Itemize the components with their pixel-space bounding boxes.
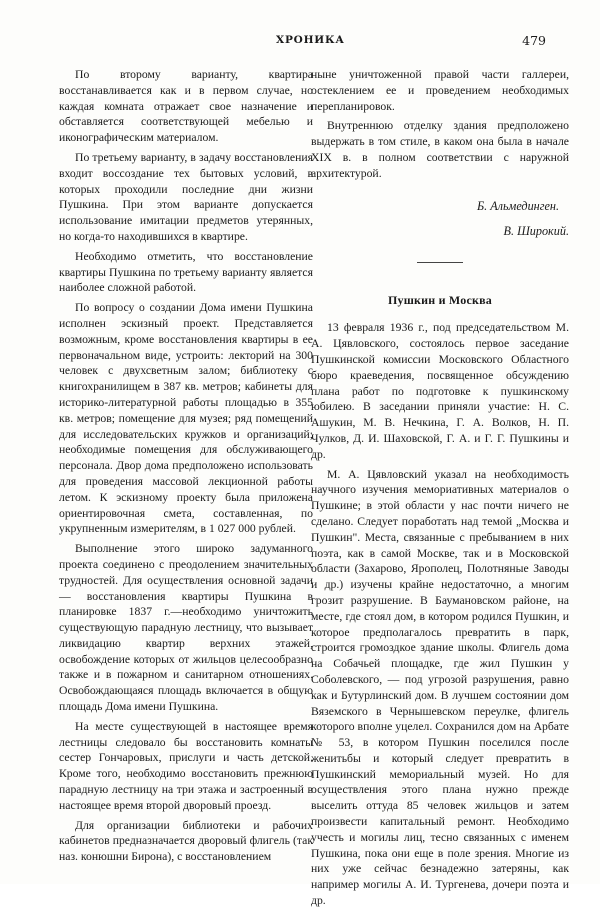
paragraph: Необходимо отметить, что восстановление квартиры Пушкина по третьему варианту является наиболее сложной работой. [59, 249, 313, 295]
paragraph: На месте существующей в настоящее время лестницы следовало бы восстановить комнаты сестер Гончаровых, прислуги и часть детской. Кроме того, необходимо восстановить прежнюю парадную лестницу на три этажа и застроенный в настоящее время второй дворовый проезд. [59, 719, 313, 812]
paragraph: По второму варианту, квартира восстанавливается как и в первом случае, но каждая комната отражает свое назначение и обставляется соответствующей мебелью и иконографическим материалом. [59, 68, 313, 145]
paragraph: Выполнение этого широко задуманного проекта соединено с преодолением значительных трудностей. Для осуществления основной задачи — восстановления квартиры Пушкина в планировке 1837 г.—необходимо уничтожить существующую парадную лестницу, что вызывает ликвидацию квартир верхних этажей, освобождение которых от жильцов целесообразно также и в пожарном и санитарном отношениях. Освобождающаяся площадь включается в общую площадь Дома имени Пушкина. [59, 542, 313, 714]
section-divider [417, 262, 463, 263]
paragraph: 13 февраля 1936 г., под председательством М. А. Цявловского, состоялось первое заседание Пушкинской комиссии Московского Областного бюро краеведения, посвященное обсуждению плана работ по подготовке к пушкинскому юбилею. В заседании приняли участие: Н. С. Ашукин, М. В. Нечкина, Г. А. Волков, Н. П. Чулков, Д. И. Шаховской, Г. А. и Г. Г. Пушкины и др. [311, 321, 569, 461]
page-number: 479 [522, 33, 546, 48]
paragraph: М. А. Цявловский указал на необходимость научного изучения мемориативных материалов о Пушкине; в этой области у нас почти ничего не сделано. Следует поработать над темой „Москва и Пушкин". Места, связанные с пребыванием в них поэта, как в самой Москве, так и в Московской области (Захарово, Ярополец, Полотняные Заводы и др.) изучены крайне недостаточно, а многим грозит разрушение. В Баумановском районе, на месте, где стоял дом, в котором родился Пушкин, и которое предполагалось превратить в парк, строится громоздкое здание школы. Флигель дома на Собачьей площадке, где жил Пушкин у Соболевского, — под угрозой разрушения, равно как и Бутурлинский дом. В лучшем состоянии дом Вяземского в Чернышевском переулке, флигель которого вполне уцелел. Сохранился дом на Арбате № 53, в котором Пушкин поселился после женитьбы и который следует превратить в Пушкинский мемориальный музей. Но для осуществления этого плана нужно прежде выселить оттуда 85 человек жильцов и затем произвести капитальный ремонт. Необходимо учесть и могилы лиц, тесно связанных с именем Пушкина, пока они еще в поле зрения. Многие из них уже сейчас безнадежно затеряны, как например могилы А. И. Тургенева, дочери поэта и др. [311, 467, 569, 908]
left-column [59, 67, 313, 869]
paragraph: По вопросу о создании Дома имени Пушкина исполнен эскизный проект. Представляется возможным, кроме восстановления квартиры в ее первоначальном виде, устроить: лекторий на 300 человек с двухсветным залом; библиотеку с книгохранилищем в 387 кв. метров; кабинеты для историко-литературной работы площадью в 355 кв. метров; помещение для музея; ряд помещений для исследовательских кружков и организаций; необходимые помещения для обслуживающего персонала. Двор дома предположено использовать для проведения массовой лекционной работы летом. К эскизному проекту была приложена ориентировочная смета, составленная, по укрупненным измерителям, в 1 027 000 рублей. [59, 301, 313, 536]
paragraph: По третьему варианту, в задачу восстановления входит воссоздание тех бытовых условий, в которых проходили последние дни жизни Пушкина. При этом варианте допускается использование имитации предметов утерянных, но когда-то находившихся в квартире. [59, 150, 313, 243]
section-title: Пушкин и Москва [387, 292, 492, 307]
paragraph-continuation: ныне уничтоженной правой части галлереи, остеклением ее и проведением необходимых перепланировок. [311, 68, 569, 113]
right-column [311, 67, 569, 913]
signature-author-1: Б. Альмединген. [476, 198, 559, 213]
running-head: ХРОНИКА [276, 34, 345, 46]
signature-block [311, 196, 569, 242]
paragraph: Внутреннюю отделку здания предположено выдержать в том стиле, в каком она была в начале XIX в. в полном соответствии с наружной архитектурой. [311, 119, 569, 180]
paragraph: Для организации библиотеки и рабочих кабинетов предназначается дворовый флигель (так наз. конюшни Бирона), с восстановлением [59, 818, 313, 864]
page-header [0, 34, 600, 50]
signature-author-2: В. Широкий. [503, 223, 569, 238]
